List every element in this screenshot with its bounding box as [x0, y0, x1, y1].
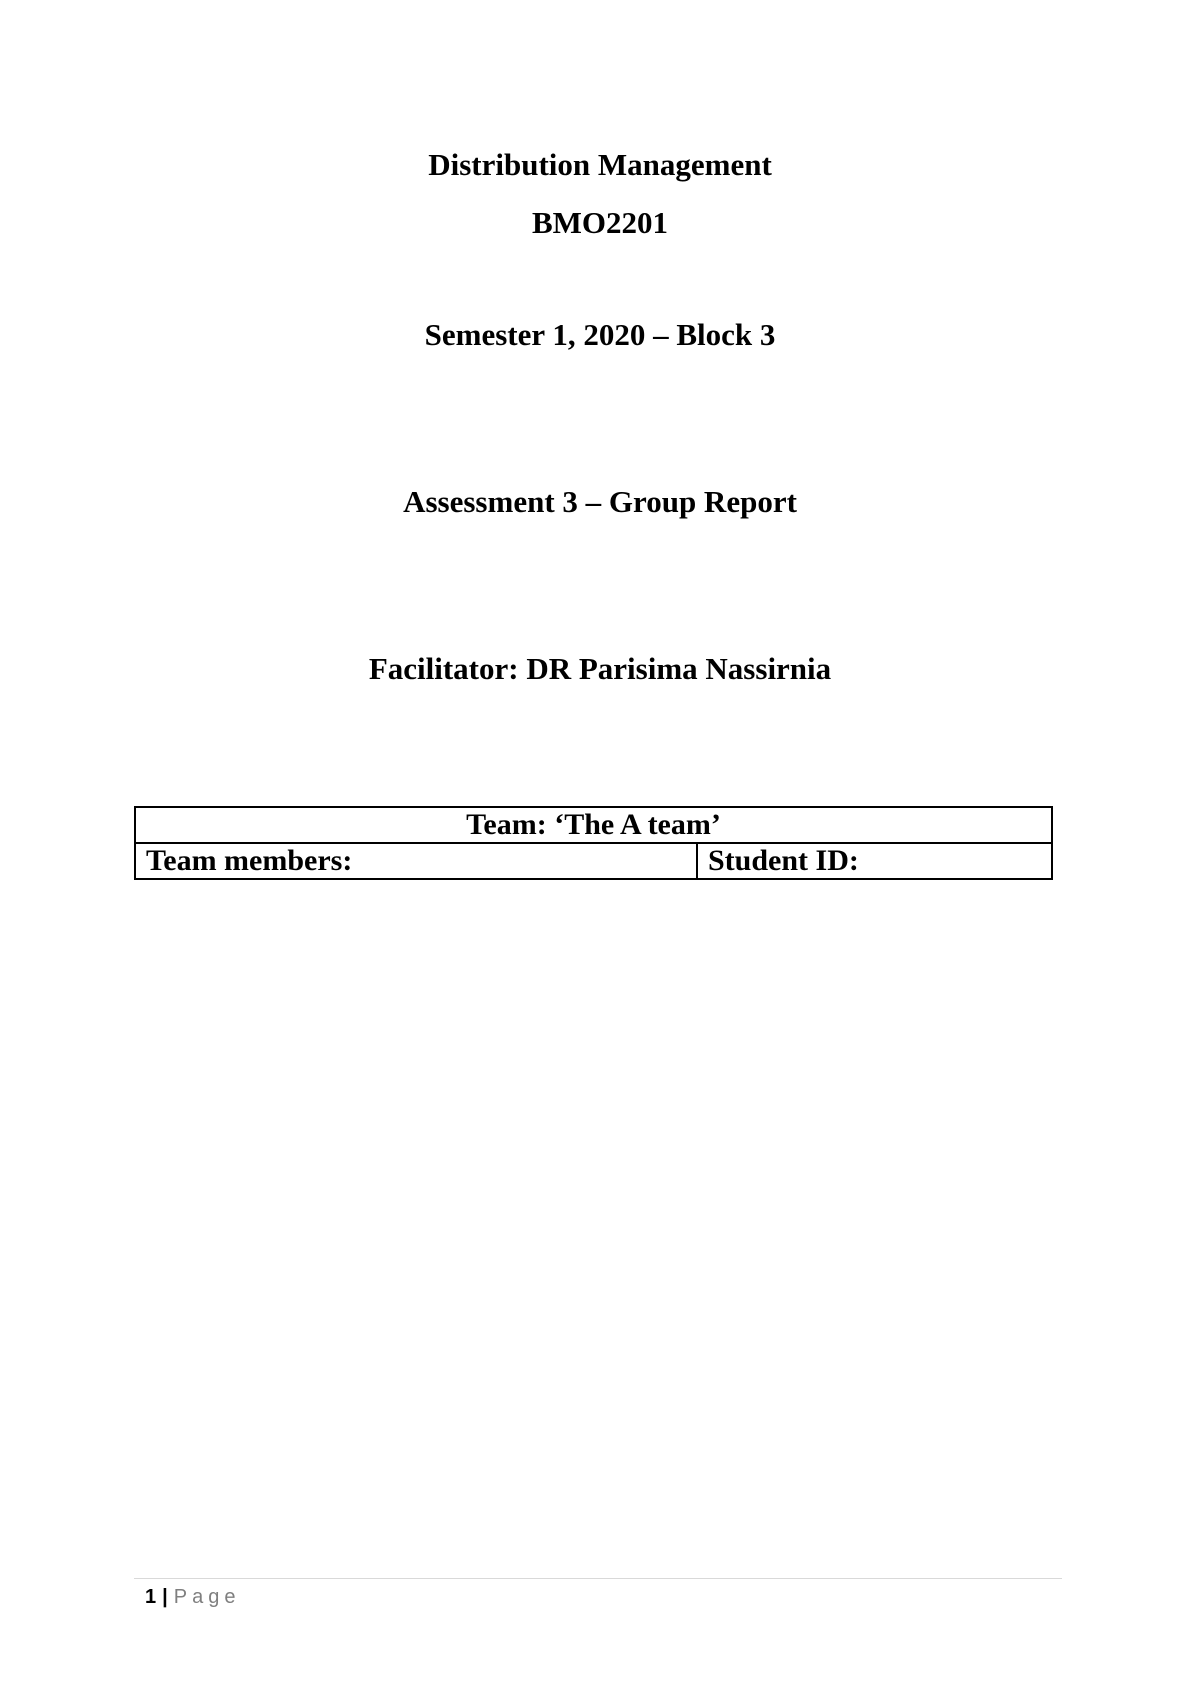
page-separator: | [162, 1586, 168, 1608]
team-table [134, 806, 1053, 880]
page-number: 1 [145, 1586, 157, 1608]
page-word: Page [173, 1586, 241, 1608]
facilitator-line: Facilitator: DR Parisima Nassirnia [368, 651, 832, 686]
footer-divider [134, 1578, 1062, 1579]
team-members-header: Team members: [135, 843, 697, 879]
student-id-header: Student ID: [697, 843, 1052, 879]
semester-line: Semester 1, 2020 – Block 3 [424, 317, 776, 352]
page-footer [145, 1583, 240, 1611]
course-title: Distribution Management [428, 147, 772, 182]
team-name-cell: Team: ‘The A team’ [135, 807, 1052, 843]
header-row [135, 843, 1052, 879]
team-row [135, 807, 1052, 843]
assessment-title: Assessment 3 – Group Report [403, 484, 797, 519]
course-code: BMO2201 [531, 205, 669, 240]
